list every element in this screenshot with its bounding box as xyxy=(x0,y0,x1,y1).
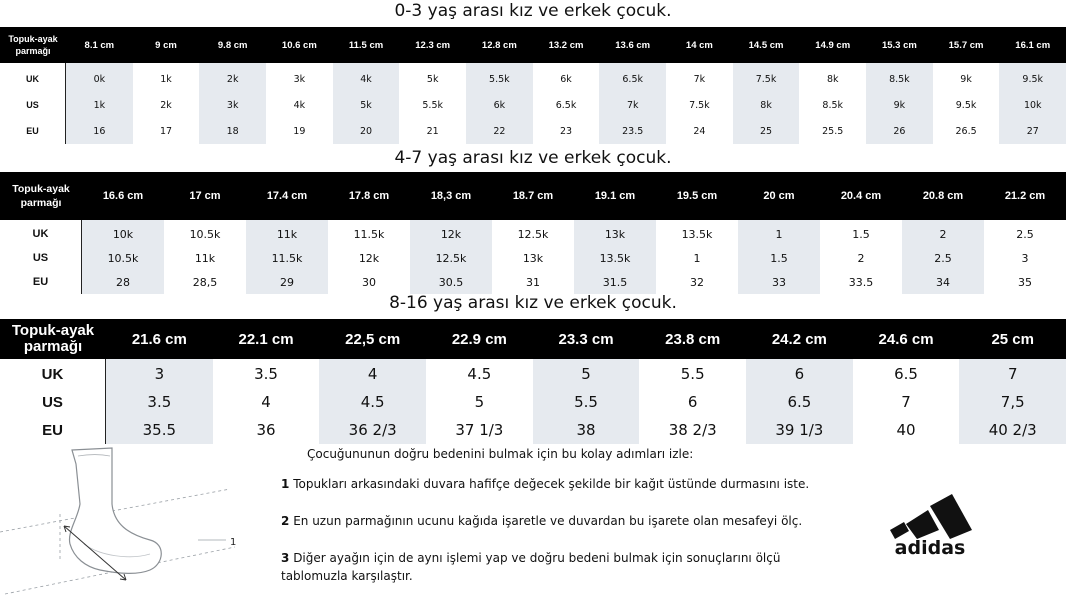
column-header: 20.4 cm xyxy=(840,190,882,202)
column-header: 15.3 cm xyxy=(881,39,917,51)
table-cell: 9k xyxy=(960,73,972,85)
table-cell: 21 xyxy=(426,125,439,137)
row-label: US xyxy=(32,252,49,264)
table-cell: 39 1/3 xyxy=(775,421,824,439)
table-cell: 11.5k xyxy=(353,227,385,241)
table-cell: 12.5k xyxy=(517,227,549,241)
table-cell: 7k xyxy=(626,99,639,111)
column-header: 20.8 cm xyxy=(922,190,964,202)
column-header: 22.9 cm xyxy=(451,330,507,348)
table-columns xyxy=(82,220,1066,294)
table-cell: 8k xyxy=(826,73,839,85)
table-cell: 17 xyxy=(159,125,173,137)
table-cell: 11k xyxy=(276,227,298,241)
illustration-marker-label: 1 xyxy=(230,537,237,548)
column-header: 17.8 cm xyxy=(348,190,390,202)
table-cell: 31 xyxy=(526,275,540,289)
column-header: 14 cm xyxy=(685,39,713,51)
table-cell: 22 xyxy=(493,125,506,137)
table-cell: 13k xyxy=(604,227,626,241)
table-cell: 25.5 xyxy=(822,125,844,137)
table-cell: 6k xyxy=(560,73,572,85)
table-cell: 12k xyxy=(440,227,462,241)
size-column xyxy=(902,220,984,294)
column-header: 17 cm xyxy=(189,190,221,202)
table-cell: 2k xyxy=(160,99,172,111)
table-cell: 20 xyxy=(359,125,373,137)
size-column xyxy=(410,220,492,294)
column-header: 9 cm xyxy=(155,39,177,51)
table-cell: 7k xyxy=(693,73,706,85)
column-header: 21.6 cm xyxy=(131,330,187,348)
column-header: 12.3 cm xyxy=(415,39,451,51)
table-cell: 7,5 xyxy=(1000,393,1025,411)
table-cell: 6k xyxy=(493,99,506,111)
table-cell: 38 xyxy=(576,421,596,439)
row-label: UK xyxy=(26,74,39,84)
size-column xyxy=(866,63,933,144)
table-cell: 9k xyxy=(893,99,906,111)
column-header: 11.5 cm xyxy=(348,39,384,51)
table-cell: 34 xyxy=(936,275,950,289)
table-cell: 8.5k xyxy=(889,73,910,85)
size-column xyxy=(533,359,640,444)
size-column xyxy=(82,220,164,294)
table-cell: 7 xyxy=(901,393,911,411)
row-label: EU xyxy=(42,421,63,439)
table-cell: 5 xyxy=(581,365,591,383)
size-column xyxy=(164,220,246,294)
table-cell: 36 xyxy=(256,421,276,439)
table-cell: 5.5k xyxy=(489,73,510,85)
table-cell: 1 xyxy=(775,227,783,241)
column-header: 18.7 cm xyxy=(512,190,554,202)
column-header: 19.5 cm xyxy=(676,190,718,202)
size-table-8-16 xyxy=(0,319,1066,444)
size-column xyxy=(984,220,1066,294)
table-cell: 3.5 xyxy=(254,365,278,383)
size-column xyxy=(639,359,746,444)
instruction-step-2 xyxy=(281,512,811,530)
table-cell: 24 xyxy=(693,125,706,137)
column-header: 13.2 cm xyxy=(548,39,584,51)
table-cell: 2.5 xyxy=(1016,227,1034,241)
row-label: US xyxy=(26,100,39,110)
table-cell: 4 xyxy=(367,365,378,383)
column-header: 19.1 cm xyxy=(594,190,636,202)
column-header: 23.8 cm xyxy=(665,330,721,348)
table-cell: 5.5 xyxy=(680,365,705,383)
header-row xyxy=(0,27,1066,63)
column-header: 14.5 cm xyxy=(748,39,784,51)
step-number: 1 xyxy=(281,477,290,491)
table-cell: 3 xyxy=(1021,251,1029,265)
table-columns xyxy=(106,359,1066,444)
table-cell: 9.5k xyxy=(1022,73,1044,85)
size-column xyxy=(466,63,533,144)
table-cell: 28,5 xyxy=(192,275,218,289)
table-cell: 4.5 xyxy=(467,365,492,383)
section-title-8-16: 8-16 yaş arası kız ve erkek çocuk. xyxy=(389,293,677,313)
size-column xyxy=(574,220,656,294)
table-cell: 5k xyxy=(426,73,439,85)
table-cell: 2.5 xyxy=(934,251,952,265)
column-header: 17.4 cm xyxy=(266,190,308,202)
table-cell: 35.5 xyxy=(142,421,177,439)
size-table-0-3 xyxy=(0,27,1066,144)
size-column xyxy=(328,220,410,294)
step-text: En uzun parmağının ucunu kağıda işaretle ve duvardan bu işarete olan mesafeyi ölç. xyxy=(293,514,803,528)
table-cell: 19 xyxy=(293,125,306,137)
column-header: 16.1 cm xyxy=(1015,39,1051,51)
size-column xyxy=(333,63,400,144)
table-cell: 5k xyxy=(360,99,372,111)
header-label: Topuk-ayak parmağı xyxy=(8,34,58,56)
table-cell: 2k xyxy=(226,73,239,85)
size-column xyxy=(999,63,1066,144)
table-cell: 30 xyxy=(362,275,376,289)
table-cell: 10k xyxy=(112,227,134,241)
column-header: 22.1 cm xyxy=(238,330,294,348)
table-cell: 30.5 xyxy=(438,275,464,289)
table-cell: 10.5k xyxy=(107,251,139,265)
table-cell: 33.5 xyxy=(848,275,874,289)
column-header: 25 cm xyxy=(991,330,1034,348)
column-header: 18,3 cm xyxy=(430,190,472,202)
table-cell: 3 xyxy=(154,365,165,383)
row-label: EU xyxy=(32,276,49,288)
size-column xyxy=(656,220,738,294)
foot-measurement-icon xyxy=(0,444,245,598)
row-label: UK xyxy=(41,365,64,383)
table-cell: 6.5 xyxy=(894,365,918,383)
table-cell: 6 xyxy=(794,365,805,383)
column-header: 15.7 cm xyxy=(948,39,984,51)
row-labels xyxy=(0,359,106,444)
column-header: 9.8 cm xyxy=(217,39,248,51)
table-cell: 38 2/3 xyxy=(668,421,717,439)
step-number: 2 xyxy=(281,514,290,528)
row-labels xyxy=(0,63,66,144)
size-column xyxy=(799,63,866,144)
table-cell: 1k xyxy=(160,73,172,85)
table-cell: 40 xyxy=(896,421,916,439)
table-cell: 11k xyxy=(194,251,216,265)
table-cell: 6.5 xyxy=(787,393,812,411)
table-cell: 26.5 xyxy=(955,125,977,137)
table-cell: 8.5k xyxy=(822,99,844,111)
table-body xyxy=(0,220,1066,294)
table-cell: 1.5 xyxy=(852,227,870,241)
section-title-4-7: 4-7 yaş arası kız ve erkek çocuk. xyxy=(394,148,672,168)
table-cell: 32 xyxy=(690,275,704,289)
column-header: 14.9 cm xyxy=(815,39,851,51)
table-columns xyxy=(66,63,1066,144)
table-cell: 26 xyxy=(893,125,906,137)
column-header: 24.6 cm xyxy=(878,330,934,348)
table-cell: 35 xyxy=(1018,275,1032,289)
size-column xyxy=(492,220,574,294)
table-cell: 1k xyxy=(93,99,106,111)
size-column xyxy=(399,63,466,144)
size-column xyxy=(319,359,426,444)
size-column xyxy=(133,63,200,144)
table-cell: 6 xyxy=(687,393,698,411)
column-header: 16.6 cm xyxy=(102,190,144,202)
row-labels xyxy=(0,220,82,294)
column-header: 8.1 cm xyxy=(84,39,115,51)
table-cell: 23.5 xyxy=(622,125,644,137)
size-table-4-7 xyxy=(0,172,1066,294)
instruction-step-1 xyxy=(281,475,811,493)
size-column xyxy=(746,359,853,444)
section-title-0-3: 0-3 yaş arası kız ve erkek çocuk. xyxy=(394,1,672,21)
table-cell: 3k xyxy=(226,99,239,111)
size-column xyxy=(599,63,666,144)
table-cell: 0k xyxy=(93,73,106,85)
step-text: Topukları arkasındaki duvara hafifçe değecek şekilde bir kağıt üstünde durmasını iste. xyxy=(293,477,810,491)
table-cell: 29 xyxy=(280,275,294,289)
table-cell: 36 2/3 xyxy=(348,421,397,439)
row-label: UK xyxy=(32,228,49,240)
instruction-step-3 xyxy=(281,549,811,585)
table-cell: 12k xyxy=(358,251,380,265)
table-cell: 2 xyxy=(939,227,947,241)
table-cell: 3.5 xyxy=(147,393,172,411)
table-cell: 12.5k xyxy=(435,251,467,265)
table-cell: 18 xyxy=(226,125,239,137)
row-label: EU xyxy=(26,126,39,136)
table-cell: 5 xyxy=(474,393,485,411)
table-cell: 10.5k xyxy=(189,227,221,241)
size-column xyxy=(66,63,133,144)
table-cell: 13.5k xyxy=(681,227,713,241)
row-label: US xyxy=(42,393,63,411)
table-cell: 28 xyxy=(116,275,130,289)
column-header: 13.6 cm xyxy=(615,39,651,51)
size-column xyxy=(533,63,600,144)
table-cell: 6.5k xyxy=(622,73,644,85)
column-header: 22,5 cm xyxy=(345,330,401,348)
column-header: 24.2 cm xyxy=(771,330,827,348)
table-cell: 7.5k xyxy=(755,73,777,85)
header-row xyxy=(0,172,1066,220)
table-cell: 4k xyxy=(293,99,306,111)
table-cell: 7.5k xyxy=(689,99,710,111)
step-text: Diğer ayağın için de aynı işlemi yap ve doğru bedeni bulmak için sonuçlarını ölçü tablomuzla karşılaştır. xyxy=(281,551,781,583)
table-cell: 25 xyxy=(760,125,773,137)
size-column xyxy=(820,220,902,294)
table-cell: 16 xyxy=(93,125,106,137)
table-cell: 7 xyxy=(1007,365,1018,383)
size-column xyxy=(738,220,820,294)
table-cell: 1 xyxy=(693,251,701,265)
size-column xyxy=(199,63,266,144)
table-cell: 6.5k xyxy=(555,99,577,111)
table-cell: 37 1/3 xyxy=(455,421,504,439)
step-number: 3 xyxy=(281,551,290,565)
header-label: Topuk-ayak parmağı xyxy=(11,322,95,355)
table-cell: 2 xyxy=(857,251,865,265)
table-cell: 9.5k xyxy=(955,99,977,111)
table-cell: 13k xyxy=(522,251,544,265)
table-cell: 4k xyxy=(360,73,372,85)
size-column xyxy=(426,359,533,444)
size-column xyxy=(733,63,800,144)
size-column xyxy=(933,63,1000,144)
column-header: 20 cm xyxy=(763,190,795,202)
table-cell: 1.5 xyxy=(770,251,788,265)
column-header: 23.3 cm xyxy=(558,330,614,348)
table-cell: 8k xyxy=(760,99,772,111)
column-header: 10.6 cm xyxy=(281,39,317,51)
header-row xyxy=(0,319,1066,359)
header-label: Topuk-ayak parmağı xyxy=(12,183,70,209)
table-cell: 11.5k xyxy=(271,251,303,265)
size-column xyxy=(853,359,960,444)
table-cell: 10k xyxy=(1023,99,1042,111)
table-cell: 5.5 xyxy=(574,393,598,411)
table-cell: 23 xyxy=(559,125,573,137)
table-cell: 40 2/3 xyxy=(988,421,1037,439)
table-cell: 3k xyxy=(293,73,306,85)
table-body xyxy=(0,359,1066,444)
adidas-logo-icon xyxy=(880,494,980,558)
column-header: 21.2 cm xyxy=(1004,190,1046,202)
table-cell: 5.5k xyxy=(422,99,443,111)
table-cell: 4 xyxy=(261,393,271,411)
table-body xyxy=(0,63,1066,144)
size-column xyxy=(106,359,213,444)
instructions-heading: Çocuğununun doğru bedenini bulmak için bu kolay adımları izle: xyxy=(307,447,694,461)
size-column xyxy=(266,63,333,144)
table-cell: 4.5 xyxy=(360,393,385,411)
adidas-wordmark: adidas xyxy=(894,537,966,558)
size-column xyxy=(959,359,1066,444)
size-column xyxy=(666,63,733,144)
size-column xyxy=(213,359,320,444)
table-cell: 27 xyxy=(1026,125,1039,137)
table-cell: 31.5 xyxy=(602,275,628,289)
column-header: 12.8 cm xyxy=(481,39,517,51)
table-cell: 33 xyxy=(772,275,786,289)
table-cell: 13.5k xyxy=(599,251,631,265)
size-column xyxy=(246,220,328,294)
